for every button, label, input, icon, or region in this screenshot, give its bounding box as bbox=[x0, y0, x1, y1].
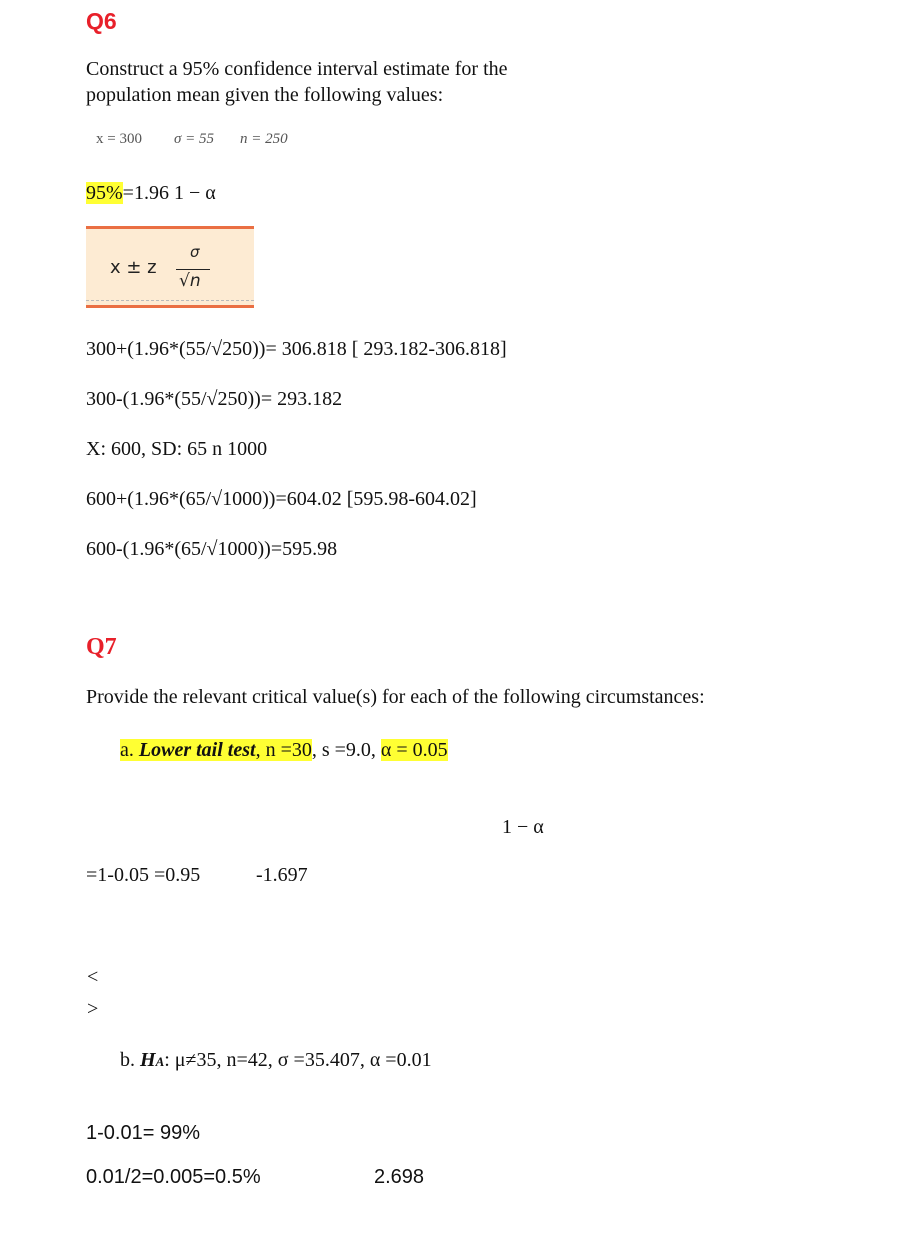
q7-calc-b2: 0.01/2=0.005=0.5% bbox=[86, 1166, 261, 1188]
q6-given-sigma: σ = 55 bbox=[174, 131, 215, 147]
q7-part-a-rest: , s =9.0, bbox=[311, 739, 381, 761]
q6-formula-fraction-line bbox=[176, 269, 210, 270]
q6-work-line-1: 300+(1.96*(55/√250))= 306.818 [ 293.182-306.818] bbox=[86, 338, 507, 360]
q6-formula-box bbox=[86, 226, 254, 308]
q6-formula-left: x ± z bbox=[110, 257, 157, 278]
q7-critical-a: -1.697 bbox=[256, 864, 308, 886]
q6-prompt-line1: Construct a 95% confidence interval estimate for the bbox=[86, 58, 508, 80]
q6-formula-denominator: √n bbox=[179, 271, 201, 291]
q6-formula-dash-divider bbox=[86, 300, 254, 301]
q6-work-line-5: 600-(1.96*(65/√1000))=595.98 bbox=[86, 538, 338, 560]
q7-heading: Q7 bbox=[86, 634, 117, 660]
q7-part-b-ha-sub: A bbox=[155, 1054, 165, 1069]
q6-heading: Q6 bbox=[86, 8, 117, 34]
q7-part-a-n: , n =30 bbox=[255, 739, 312, 761]
q7-greater-than-sign: > bbox=[87, 998, 99, 1020]
q7-less-than-sign: < bbox=[87, 966, 99, 988]
q6-confidence-highlight: 95% bbox=[86, 182, 123, 204]
q6-confidence-line bbox=[86, 182, 216, 205]
q7-prompt: Provide the relevant critical value(s) for each of the following circumstances: bbox=[86, 686, 705, 708]
q7-part-b-label: b. bbox=[120, 1049, 140, 1071]
q6-confidence-rest: =1.96 1 − α bbox=[122, 182, 216, 204]
q7-calc-b1: 1-0.01= 99% bbox=[86, 1122, 200, 1144]
q7-part-a-title: Lower tail test bbox=[138, 739, 256, 761]
q6-given-n: n = 250 bbox=[240, 131, 288, 147]
q6-given-xbar: x = 300 bbox=[96, 131, 142, 147]
q7-part-b bbox=[120, 1049, 432, 1072]
q7-part-a-label: a. bbox=[120, 739, 139, 761]
q6-work-line-2: 300-(1.96*(55/√250))= 293.182 bbox=[86, 388, 343, 410]
q6-work-line-3: X: 600, SD: 65 n 1000 bbox=[86, 438, 268, 460]
q7-part-b-ha: H bbox=[140, 1049, 156, 1071]
q6-work-line-4: 600+(1.96*(65/√1000))=604.02 [595.98-604.02] bbox=[86, 488, 477, 510]
q6-prompt-line2: population mean given the following values: bbox=[86, 84, 444, 106]
q7-one-minus-alpha: 1 − α bbox=[502, 816, 544, 838]
q7-calc-a: =1-0.05 =0.95 bbox=[86, 864, 201, 886]
q6-formula-numerator: σ bbox=[190, 243, 200, 261]
q7-part-b-rest: : μ≠35, n=42, σ =35.407, α =0.01 bbox=[164, 1049, 432, 1071]
q7-part-a-alpha: α = 0.05 bbox=[380, 739, 448, 761]
q7-critical-b: 2.698 bbox=[374, 1166, 425, 1188]
q7-part-a bbox=[120, 739, 448, 762]
